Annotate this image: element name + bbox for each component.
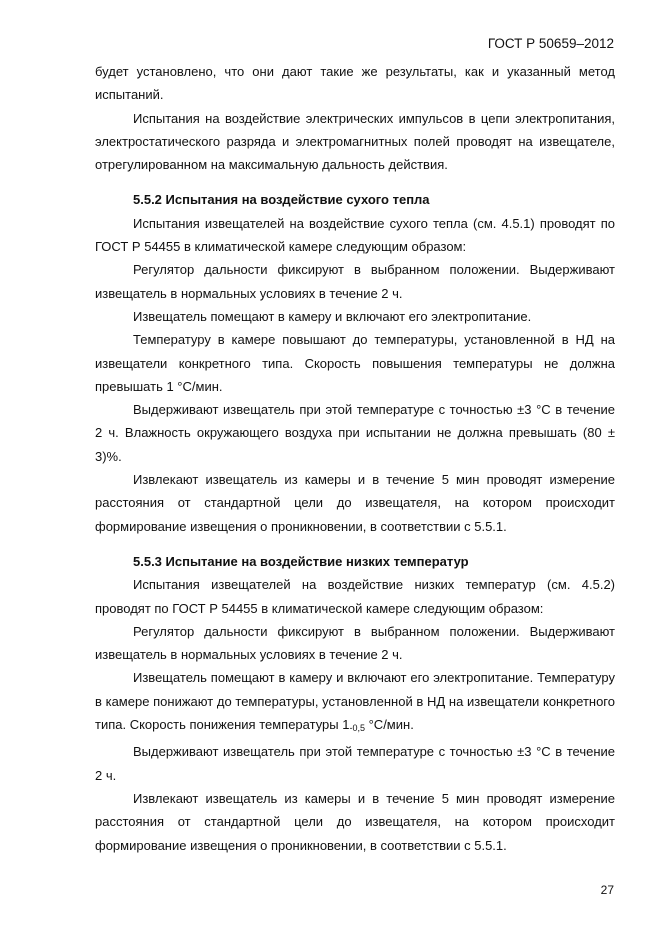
paragraph: Температуру в камере повышают до температуры, установленной в НД на извещатели конкретного типа. Скорость повышения температуры не должна превышать 1 °С/мин. [95,332,615,394]
section-heading-5-5-2: 5.5.2 Испытания на воздействие сухого тепла [133,192,430,208]
paragraph: Регулятор дальности фиксируют в выбранном положении. Выдерживают извещатель в нормальных условиях в течение 2 ч. [95,623,615,663]
paragraph: Испытания извещателей на воздействие низких температур (см. 4.5.2) проводят по ГОСТ Р 54455 в климатической камере следующим образом: [95,577,615,616]
paragraph: Извлекают извещатель из камеры и в течение 5 мин проводят измерение расстояния от стандартной цели до извещателя, на котором происходит формирование извещения о проникновении, в соответствии с 5.5.1. [95,472,615,534]
paragraph: Выдерживают извещатель при этой температуре с точностью ±3 °С в течение 2 ч. Влажность окружающего воздуха при испытании не должна превышать (80 ± 3)%. [95,402,615,464]
rate-unit: °С/мин. [365,717,414,733]
paragraph: Извлекают извещатель из камеры и в течение 5 мин проводят измерение расстояния от стандартной цели до извещателя, на котором происходит формирование извещения о проникновении, в соответствии с 5.5.1. [95,790,615,853]
section-heading-5-5-3: 5.5.3 Испытание на воздействие низких температур [133,553,469,569]
document-body [95,60,615,857]
paragraph: Извещатель помещают в камеру и включают его электропитание. [133,308,532,324]
rate-subscript: -0,5 [349,723,365,734]
intro-paragraph: Испытания на воздействие электрических импульсов в цепи электропитания, электростатического разряда и электромагнитных полей проводят на извещателе, отрегулированном на максимальную дальность действия. [95,110,615,173]
paragraph: Регулятор дальности фиксируют в выбранном положении. Выдерживают извещатель в нормальных условиях в течение 2 ч. [95,262,615,301]
page-number: 27 [600,883,614,897]
rate-text: Извещатель помещают в камеру и включают его электропитание. Температуру в камере понижают до температуры, установленной в НД на извещатели конкретного типа. Скорость понижения температуры 1 [95,670,615,733]
intro-paragraph: будет установлено, что они дают такие же результаты, как и указанный метод испытаний. [95,64,615,103]
paragraph-cooling-rate [95,666,615,740]
paragraph: Испытания извещателей на воздействие сухого тепла (см. 4.5.1) проводят по ГОСТ Р 54455 в климатической камере следующим образом: [95,215,615,255]
document-code: ГОСТ Р 50659–2012 [487,36,614,51]
paragraph: Выдерживают извещатель при этой температуре с точностью ±3 °С в течение 2 ч. [95,744,615,783]
